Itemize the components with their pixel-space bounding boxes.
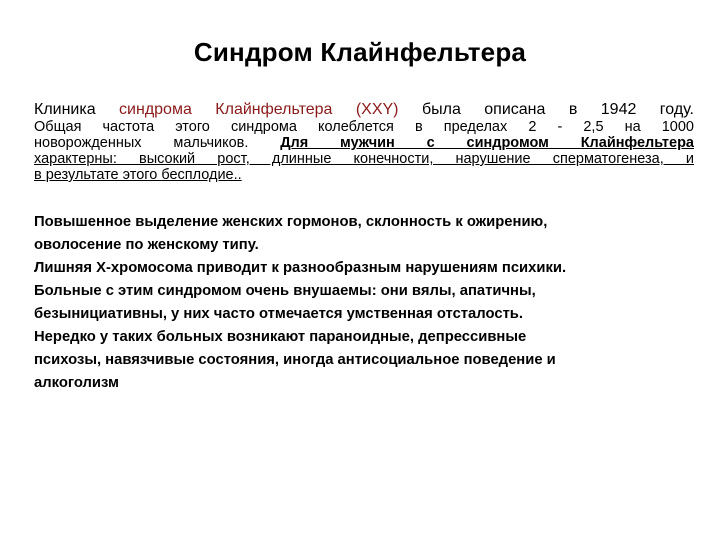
intro-line-1-suffix: была описана в 1942 году. — [398, 101, 694, 118]
main-paragraph — [34, 211, 694, 395]
body-line: Нередко у таких больных возникают параноидные, депрессивные — [34, 329, 527, 345]
intro-line-3-plain: новорожденных мальчиков. — [34, 135, 281, 151]
body-line: Лишняя Х-хромосома приводит к разнообразным нарушениям психики. — [34, 260, 567, 276]
intro-line-3-underlined: Для мужчин с синдромом Клайнфельтера — [280, 135, 694, 151]
body-line: Больные с этим синдромом очень внушаемы: они вялы, апатичны, — [34, 283, 536, 299]
intro-line-5: в результате этого бесплодие.. — [34, 167, 242, 183]
intro-paragraph — [34, 101, 694, 183]
body-line: психозы, навязчивые состояния, иногда антисоциальное поведение и — [34, 352, 556, 368]
intro-line-2: Общая частота этого синдрома колеблется в пределах 2 - 2,5 на 1000 — [34, 119, 694, 135]
body-line: безынициативны, у них часто отмечается умственная отсталость. — [34, 306, 524, 322]
syndrome-term: синдрома Клайнфельтера (ХХY) — [119, 101, 399, 118]
body-line: алкоголизм — [34, 375, 119, 391]
body-line: оволосение по женскому типу. — [34, 237, 259, 253]
slide-title: Синдром Клайнфельтера — [193, 37, 527, 67]
intro-line-4: характерны: высокий рост, длинные конечности, нарушение сперматогенеза, и — [34, 151, 694, 167]
intro-line-1-prefix: Клиника — [34, 101, 120, 118]
intro-line-1 — [34, 101, 694, 119]
intro-line-3 — [34, 135, 694, 151]
body-line: Повышенное выделение женских гормонов, склонность к ожирению, — [34, 214, 548, 230]
